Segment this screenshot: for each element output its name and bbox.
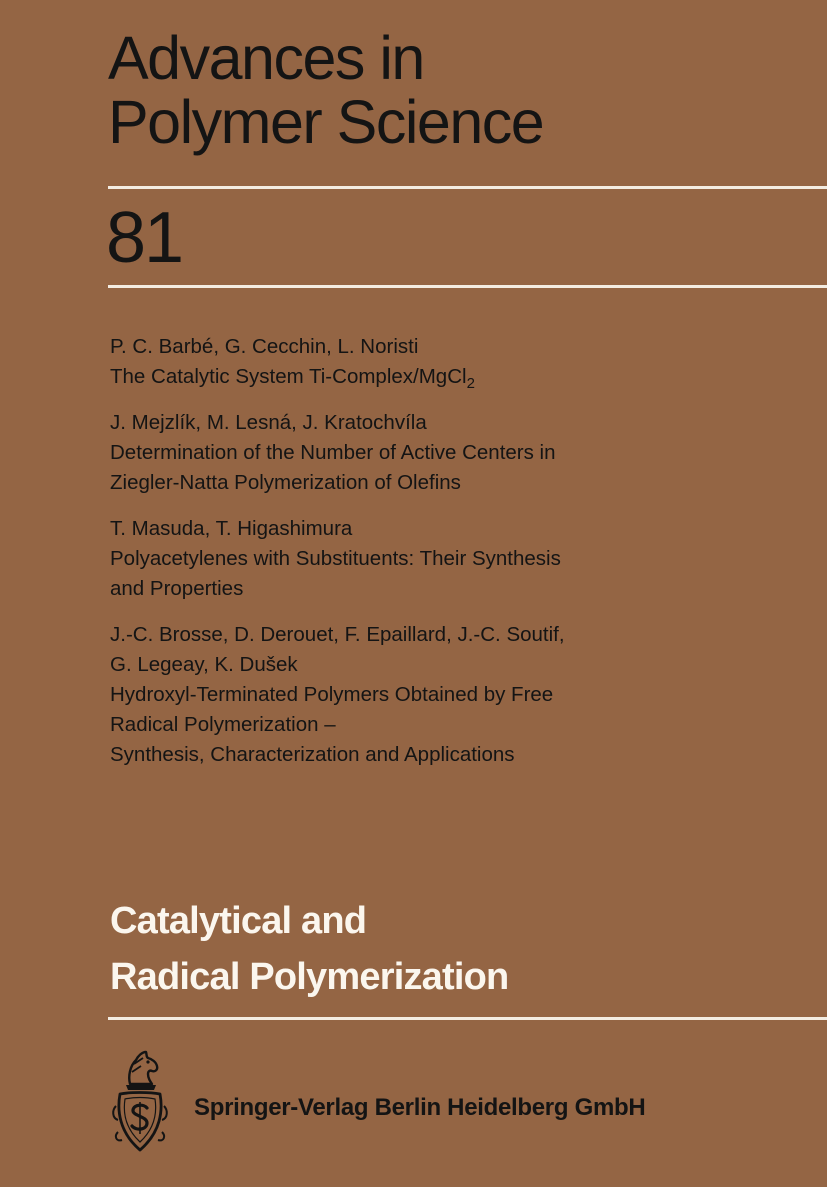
article-3-title-line-2: and Properties — [110, 577, 244, 600]
article-3 — [110, 514, 790, 604]
article-4-title-line-3: Synthesis, Characterization and Applications — [110, 743, 515, 766]
springer-knight-logo-icon — [110, 1046, 170, 1156]
article-4-authors-line-1: J.-C. Brosse, D. Derouet, F. Epaillard, J.-C. Soutif, — [110, 623, 565, 646]
volume-divider-rule — [108, 285, 827, 288]
article-4-title-line-2: Radical Polymerization – — [110, 713, 336, 736]
bottom-divider-rule — [108, 1017, 827, 1020]
article-1-title-subscript: 2 — [466, 375, 475, 392]
article-1-authors: P. C. Barbé, G. Cecchin, L. Noristi — [110, 335, 419, 358]
article-2 — [110, 408, 790, 498]
top-divider-rule — [108, 186, 827, 189]
book-title — [110, 893, 508, 1005]
article-4-authors-line-2: G. Legeay, K. Dušek — [110, 653, 298, 676]
article-4 — [110, 620, 790, 770]
volume-number: 81 — [106, 198, 183, 278]
article-2-authors: J. Mejzlík, M. Lesná, J. Kratochvíla — [110, 411, 427, 434]
publisher-name: Springer-Verlag Berlin Heidelberg GmbH — [194, 1094, 646, 1121]
article-1-title: The Catalytic System Ti-Complex/MgCl$_2$ — [110, 365, 475, 392]
series-title-line-1: Advances in — [108, 24, 424, 92]
book-title-line-2: Radical Polymerization — [110, 956, 509, 998]
article-3-authors: T. Masuda, T. Higashimura — [110, 517, 353, 540]
article-3-title-line-1: Polyacetylenes with Substituents: Their Synthesis — [110, 547, 561, 570]
table-of-contents — [110, 332, 790, 786]
book-title-line-1: Catalytical and — [110, 900, 367, 942]
article-2-title-line-1: Determination of the Number of Active Centers in — [110, 441, 556, 464]
series-title — [108, 26, 543, 154]
series-title-line-2: Polymer Science — [108, 88, 544, 156]
article-2-title-line-2: Ziegler-Natta Polymerization of Olefins — [110, 471, 461, 494]
article-4-title-line-1: Hydroxyl-Terminated Polymers Obtained by Free — [110, 683, 554, 706]
article-1 — [110, 332, 790, 392]
